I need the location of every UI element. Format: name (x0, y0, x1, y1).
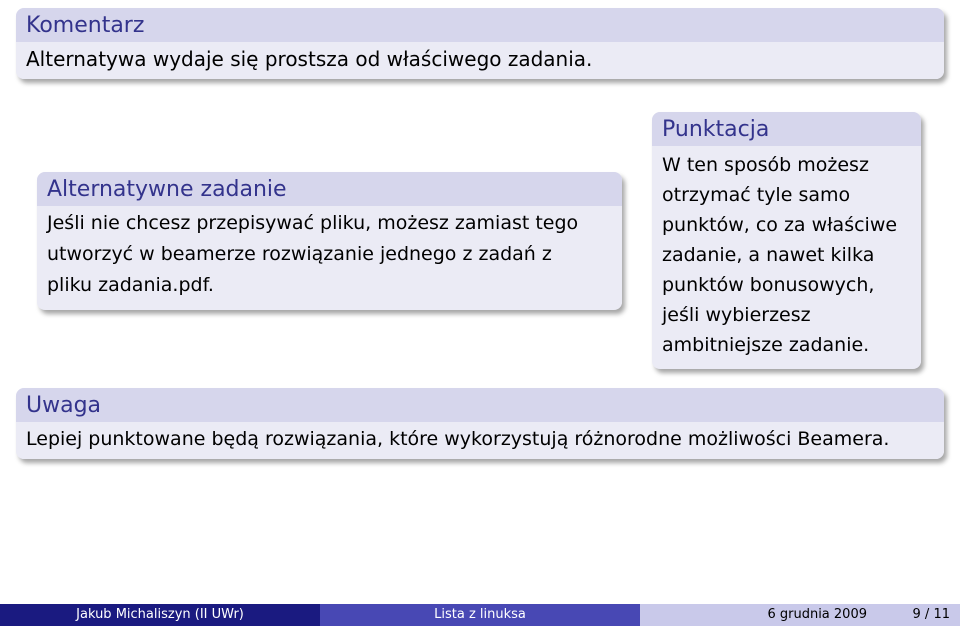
footer-date-section (640, 604, 960, 626)
block-komentarz (16, 8, 944, 79)
text-line: punktów bonusowych, (662, 274, 875, 296)
block-body-komentarz: Alternatywa wydaje się prostsza od właściwego zadania. (16, 42, 944, 79)
text-line: utworzyć w beamerze rozwiązanie jednego z zadań z (47, 243, 552, 265)
block-title-alternatywne-zadanie: Alternatywne zadanie (37, 172, 622, 206)
block-body-alternatywne-zadanie (37, 206, 622, 309)
footer-title-section (320, 604, 640, 626)
footer-author: Jakub Michaliszyn (76, 607, 191, 622)
block-body-punktacja (652, 146, 921, 368)
text-line: punktów, co za właściwe (662, 214, 898, 236)
text-line: Jeśli nie chcesz przepisywać pliku, możesz zamiast tego (47, 212, 579, 234)
footline (0, 604, 960, 626)
footer-page-number: 9 / 11 (912, 607, 950, 622)
text-line: jeśli wybierzesz (662, 304, 811, 326)
text-line: pliku zadania.pdf. (47, 274, 214, 296)
text-line: otrzymać tyle samo (662, 184, 851, 206)
block-alternatywne-zadanie (37, 172, 622, 310)
block-body-uwaga: Lepiej punktowane będą rozwiązania, które wykorzystują różnorodne możliwości Beamera. (16, 422, 944, 459)
text-line: zadanie, a nawet kilka (662, 244, 875, 266)
text-line: W ten sposób możesz (662, 154, 869, 176)
block-title-uwaga: Uwaga (16, 388, 944, 422)
block-title-komentarz: Komentarz (16, 8, 944, 42)
text-line: ambitniejsze zadanie. (662, 334, 870, 356)
footer-title: Lista z linuksa (434, 607, 526, 622)
block-punktacja (652, 112, 921, 369)
footer-date: 6 grudnia 2009 (767, 607, 867, 622)
footer-author-section (0, 604, 320, 626)
footer-institute: (II UWr) (194, 607, 244, 622)
block-title-punktacja: Punktacja (652, 112, 921, 146)
block-uwaga (16, 388, 944, 459)
